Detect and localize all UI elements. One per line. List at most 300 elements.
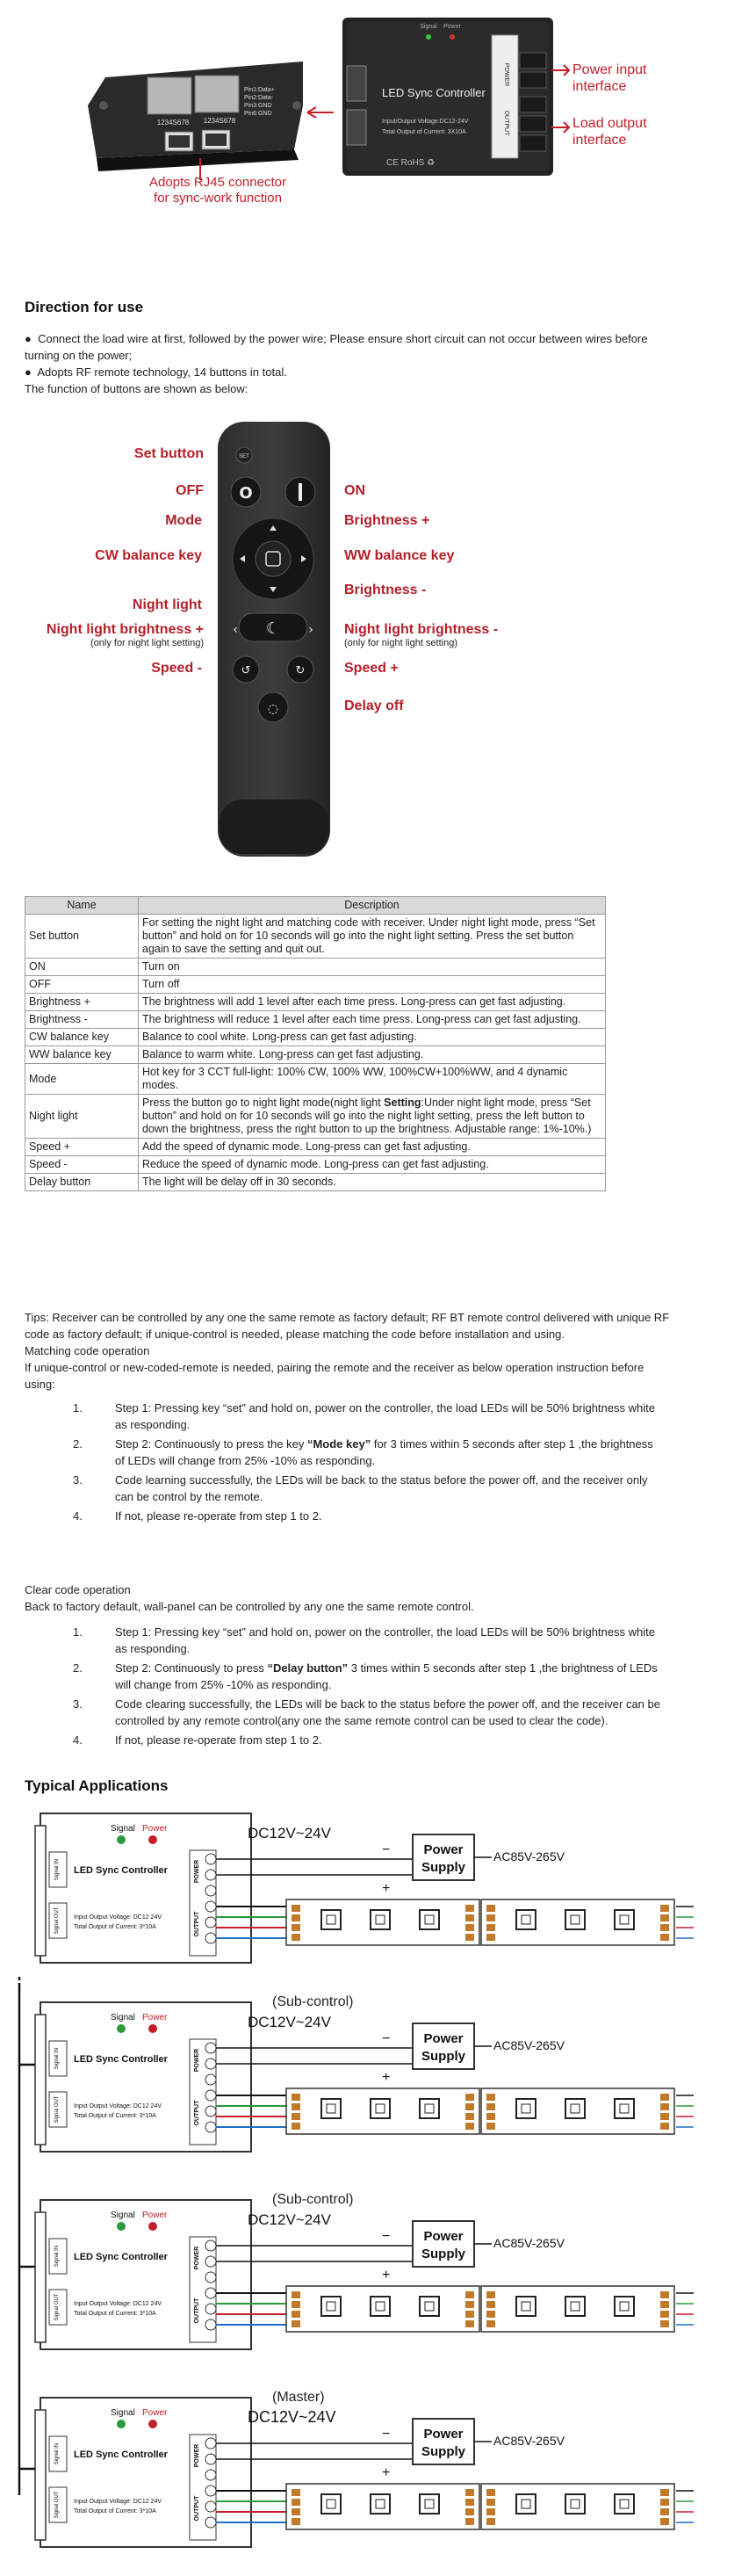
power-supply-label-1: Power: [423, 2031, 464, 2046]
strip-pad: [486, 2094, 495, 2101]
row-name: Set button: [25, 915, 139, 959]
strip-pad: [660, 2499, 669, 2506]
terminal-screw: [205, 2059, 216, 2069]
terminal-screw: [205, 2272, 216, 2283]
row-name: ON: [25, 959, 139, 976]
strip-pad: [465, 1924, 474, 1931]
led-chip-core: [376, 2302, 385, 2311]
load-callout-line2: interface: [572, 133, 627, 148]
step-text: [115, 1436, 663, 1469]
strip-pad: [292, 1934, 300, 1941]
strip-pad: [486, 2311, 495, 2318]
strip-pad: [465, 1934, 474, 1941]
step-number: 4.: [73, 1509, 83, 1523]
power-callout-line2: interface: [572, 79, 627, 94]
strip-pad: [486, 2291, 495, 2298]
led-chip-core: [376, 2104, 385, 2113]
clear-step-2-text-b: 3 times within 5 seconds after step 1 ,the brightness of LEDs will change from 25% -10% as responding.: [115, 1661, 658, 1691]
terminal-screw: [205, 2074, 216, 2085]
step-number: 2.: [73, 1661, 83, 1675]
led-chip-core: [327, 2302, 335, 2311]
strip-pad: [292, 2311, 300, 2318]
led-chip-core: [522, 1915, 530, 1924]
strip-pad: [486, 1924, 495, 1931]
controller-title: LED Sync Controller: [74, 2252, 168, 2262]
strip-pad: [660, 2113, 669, 2120]
row-desc: The light will be delay off in 30 seconds.: [139, 1174, 606, 1191]
led-chip-core: [571, 1915, 580, 1924]
controller-spec-voltage: Input Output Voltage: DC12 24V: [74, 1914, 162, 1921]
strip-pad: [660, 2489, 669, 2496]
terminal-screw: [205, 2256, 216, 2267]
terminal-screw: [205, 1870, 216, 1880]
step-2-text-a: Step 2: Continuously to press the key: [115, 1437, 307, 1451]
hero-power-label: Power: [443, 24, 461, 30]
strip-pad: [292, 2508, 300, 2515]
led-chip-core: [376, 1915, 385, 1924]
row-name: Speed +: [25, 1139, 139, 1156]
strip-pad: [660, 2123, 669, 2130]
table-row: [25, 1046, 606, 1064]
strip-pad: [660, 2301, 669, 2308]
row-desc: The brightness will add 1 level after each time press. Long-press can get fast adjusting.: [139, 994, 606, 1011]
terminal-screw: [205, 2106, 216, 2117]
strip-pad: [465, 2489, 474, 2496]
strip-pad: [465, 2094, 474, 2101]
power-supply-label-1: Power: [423, 1842, 464, 1857]
night-light-icon: ☾: [265, 619, 281, 638]
row-name: WW balance key: [25, 1046, 139, 1064]
signal-in-label: Signal IN: [54, 2245, 60, 2268]
load-callout-line1: Load output: [572, 116, 647, 131]
controller-outline: [40, 1813, 251, 1963]
strip-pad: [292, 2103, 300, 2110]
terminal-screw: [205, 2438, 216, 2449]
led-chip-core: [425, 2104, 434, 2113]
step-text: Step 1: Pressing key “set” and hold on, power on the controller, the load LEDs will be 50% brightness white as responding.: [115, 1625, 655, 1655]
sub-control-label-1: (Sub-control): [272, 1994, 354, 2009]
plus-sign: +: [382, 2268, 391, 2283]
label-night-plus-note: (only for night light setting): [90, 638, 204, 648]
table-row: [25, 976, 606, 994]
row-desc: [139, 1095, 606, 1139]
matching-step-4: [48, 1508, 663, 1524]
sub-control-label-2: (Sub-control): [272, 2192, 354, 2207]
terminal-screw: [205, 2288, 216, 2298]
power-supply-label-1: Power: [423, 2229, 464, 2244]
terminal-screw: [205, 2486, 216, 2496]
row-desc: Balance to cool white. Long-press can get fast adjusting.: [139, 1029, 606, 1046]
table-row: [25, 915, 606, 959]
signal-led: [117, 2420, 126, 2428]
dc-voltage-label: DC12V~24V: [248, 2014, 331, 2030]
clear-step-1: [48, 1624, 663, 1657]
led-chip-core: [522, 2500, 530, 2508]
strip-pad: [465, 2508, 474, 2515]
strip-pad: [660, 2508, 669, 2515]
led-chip-core: [522, 2104, 530, 2113]
row-desc: The brightness will reduce 1 level after each time press. Long-press can get fast adjusting.: [139, 1011, 606, 1029]
rj45-device: [88, 62, 303, 171]
matching-title: Matching code operation: [25, 1344, 150, 1357]
led-chip-core: [425, 2302, 434, 2311]
night-desc-1: Press the button go to night light mode(night light: [142, 1096, 385, 1109]
strip-pad: [292, 2518, 300, 2525]
strip-pad: [292, 1905, 300, 1912]
pin-info-2: Pin2:Data-: [244, 95, 274, 101]
led-chip-core: [571, 2302, 580, 2311]
strip-pad: [465, 2103, 474, 2110]
strip-pad: [465, 2301, 474, 2308]
terminal-output-label: OUTPUT: [194, 1911, 200, 1937]
strip-pad: [292, 2489, 300, 2496]
speed-minus-icon: ↺: [241, 664, 251, 677]
step-text: [115, 1660, 663, 1693]
table-header-row: [25, 897, 606, 915]
svg-text:‹: ‹: [233, 623, 238, 637]
signal-led: [117, 2024, 126, 2033]
strip-pad: [292, 1924, 300, 1931]
terminal-power-label: POWER: [194, 2246, 200, 2270]
sync-controller-device: [342, 18, 553, 176]
strip-pad: [465, 2311, 474, 2318]
clear-step-2-text-a: Step 2: Continuously to press: [115, 1661, 268, 1675]
step-text: Code clearing successfully, the LEDs will be back to the status before the power off, and the receiver can be controlled by any remote control(any one the same remote control can be used to clear the code).: [115, 1697, 660, 1727]
label-cw-balance: CW balance key: [95, 548, 202, 563]
set-button-glyph: SET: [239, 454, 249, 459]
led-chip-core: [620, 2302, 629, 2311]
mount-tab: [35, 2212, 46, 2342]
power-supply-label-2: Supply: [421, 2444, 466, 2459]
led-chip-core: [620, 1915, 629, 1924]
hero-rated-voltage: Input/Output Voltage:DC12-24V: [382, 119, 469, 125]
strip-pad: [660, 2518, 669, 2525]
power-supply-label-2: Supply: [421, 2247, 466, 2261]
terminal-screw: [205, 2319, 216, 2330]
clear-step-4: [48, 1732, 663, 1748]
signal-led: [117, 1835, 126, 1844]
svg-text:›: ›: [308, 623, 313, 637]
led-chip-core: [571, 2500, 580, 2508]
table-row: [25, 1174, 606, 1191]
plus-sign: +: [382, 1881, 391, 1896]
dc-voltage-label: DC12V~24V: [248, 2211, 331, 2228]
controller-spec-current: Total Output of Current: 3*10A: [74, 2508, 156, 2514]
label-off: OFF: [176, 483, 204, 498]
step-number: 1.: [73, 1401, 83, 1415]
label-night-minus-note: (only for night light setting): [344, 638, 458, 648]
signal-out-label: Signal OUT: [54, 2491, 60, 2519]
signal-in-label: Signal IN: [54, 1858, 60, 1881]
dc-voltage-label: DC12V~24V: [248, 1825, 331, 1842]
strip-pad: [660, 1934, 669, 1941]
row-desc: Turn off: [139, 976, 606, 994]
terminal-screw: [205, 1917, 216, 1928]
strip-pad: [292, 1914, 300, 1921]
label-mode: Mode: [165, 513, 202, 528]
pin-info-1: Pin1:Data+: [244, 87, 275, 93]
label-set-button: Set button: [133, 446, 204, 461]
terminal-screw: [205, 1885, 216, 1896]
row-name: Delay button: [25, 1174, 139, 1191]
port-label-b: 1234S678: [203, 117, 236, 125]
table-row: [25, 1029, 606, 1046]
led-chip-core: [327, 1915, 335, 1924]
led-chip-core: [620, 2500, 629, 2508]
col-name: Name: [25, 897, 139, 915]
minus-sign: −: [382, 2031, 391, 2046]
ac-voltage-label: AC85V-265V: [493, 2038, 565, 2052]
label-on: ON: [344, 483, 365, 498]
terminal-power-label: POWER: [194, 2048, 200, 2073]
rj45-callout-line1: Adopts RJ45 connector: [149, 175, 286, 190]
led-chip-core: [571, 2104, 580, 2113]
minus-sign: −: [382, 2427, 391, 2442]
matching-steps: [48, 1400, 663, 1527]
led-chip-core: [522, 2302, 530, 2311]
row-name: OFF: [25, 976, 139, 994]
label-delay-off: Delay off: [344, 698, 404, 713]
hero-signal-label: Signal: [420, 24, 437, 30]
speed-plus-icon: ↻: [295, 664, 306, 677]
label-night-minus-text: Night light brightness -: [344, 622, 499, 637]
power-supply-label-2: Supply: [421, 1860, 466, 1875]
matching-step-3: [48, 1472, 663, 1505]
rj45-callout-line2: for sync-work function: [154, 191, 282, 206]
clear-title: Clear code operation: [25, 1583, 131, 1596]
step-text: Code learning successfully, the LEDs will be back to the status before the power off, and the receiver only can be control by the remote.: [115, 1473, 648, 1503]
table-row-night-light: [25, 1095, 606, 1139]
strip-pad: [486, 2113, 495, 2120]
strip-pad: [292, 2291, 300, 2298]
step-number: 1.: [73, 1625, 83, 1639]
terminal-screw: [205, 1854, 216, 1864]
controller-title: LED Sync Controller: [74, 1865, 168, 1876]
signal-in-label: Signal IN: [54, 2442, 60, 2465]
row-name: CW balance key: [25, 1029, 139, 1046]
controller-outline: [40, 2398, 251, 2547]
table-row: [25, 1139, 606, 1156]
table-row: [25, 994, 606, 1011]
terminal-screw: [205, 2240, 216, 2251]
off-icon: O: [239, 484, 253, 503]
applications-diagram: [0, 1801, 756, 2574]
controller-signal-label: Signal: [111, 2211, 135, 2220]
terminal-screw: [205, 2043, 216, 2053]
terminal-screw: [205, 2090, 216, 2101]
night-desc-bold: Setting: [384, 1096, 421, 1109]
step-number: 4.: [73, 1733, 83, 1747]
strip-pad: [465, 2320, 474, 2327]
night-desc-2: :Under night light mode, press “Set button” and hold on for 10 seconds will go into the night light setting, press the left button to down the brightness, press the right button to up the brightness. Adjustable range: 1%-10%.): [142, 1096, 592, 1135]
terminal-output-label: OUTPUT: [194, 2495, 200, 2522]
led-chip-core: [425, 1915, 434, 1924]
controller-spec-voltage: Input Output Voltage: DC12 24V: [74, 2103, 162, 2109]
table-row: [25, 1064, 606, 1095]
strip-pad: [292, 2320, 300, 2327]
strip-pad: [465, 1914, 474, 1921]
power-led: [148, 1835, 157, 1844]
terminal-output-label: OUTPUT: [194, 2297, 200, 2324]
matching-step-2: [48, 1436, 663, 1469]
strip-pad: [486, 2499, 495, 2506]
delay-off-icon: ◌: [267, 702, 279, 716]
hero-device-title: LED Sync Controller: [382, 86, 486, 99]
controller-power-label: Power: [142, 1824, 168, 1834]
strip-pad: [292, 2301, 300, 2308]
step-number: 3.: [73, 1697, 83, 1711]
strip-pad: [486, 1914, 495, 1921]
strip-pad: [486, 2518, 495, 2525]
pin-info-4: Pin6:GND: [244, 111, 272, 117]
terminal-screw: [205, 2304, 216, 2314]
row-desc: Reduce the speed of dynamic mode. Long-press can get fast adjusting.: [139, 1156, 606, 1174]
strip-pad: [292, 2113, 300, 2120]
strip-pad: [486, 2301, 495, 2308]
terminal-screw: [205, 2122, 216, 2132]
power-callout-line1: Power input: [572, 62, 647, 77]
hero-illustration: [0, 0, 756, 264]
row-desc: Hot key for 3 CCT full-light: 100% CW, 100% WW, 100%CW+100%WW, and 4 dynamic modes.: [139, 1064, 606, 1095]
step-2-key: “Mode key”: [306, 1437, 371, 1451]
strip-pad: [292, 2123, 300, 2130]
ac-voltage-label: AC85V-265V: [493, 2236, 565, 2250]
terminal-power-label: POWER: [194, 2443, 200, 2468]
terminal-screw: [205, 2501, 216, 2512]
on-icon: [299, 483, 302, 501]
controller-power-label: Power: [142, 2013, 168, 2022]
minus-sign: −: [382, 1842, 391, 1857]
controller-power-label: Power: [142, 2408, 168, 2418]
col-desc: Description: [139, 897, 606, 915]
clear-steps: [48, 1624, 663, 1751]
table-row: [25, 1011, 606, 1029]
label-night-plus-text: Night light brightness +: [46, 622, 204, 637]
power-led: [148, 2024, 157, 2033]
row-desc: Add the speed of dynamic mode. Long-press can get fast adjusting.: [139, 1139, 606, 1156]
mount-tab: [35, 2015, 46, 2145]
label-ww-balance: WW balance key: [344, 548, 455, 563]
strip-pad: [660, 1905, 669, 1912]
controller-power-label: Power: [142, 2211, 168, 2220]
tips-line: Tips: Receiver can be controlled by any one the same remote as factory default; RF BT remote control delivered with unique RF code as factory default; if unique-control is needed, please matching the code before installation and using.: [25, 1311, 670, 1341]
signal-out-label: Signal OUT: [54, 1907, 60, 1935]
controller-spec-current: Total Output of Current: 3*10A: [74, 1924, 156, 1930]
strip-pad: [660, 1924, 669, 1931]
table-row: [25, 959, 606, 976]
controller-spec-current: Total Output of Current: 3*10A: [74, 2113, 156, 2119]
strip-pad: [660, 2094, 669, 2101]
plus-sign: +: [382, 2465, 391, 2480]
terminal-output-label: OUTPUT: [194, 2100, 200, 2126]
strip-pad: [465, 1905, 474, 1912]
direction-intro: The function of buttons are shown as below:: [25, 382, 248, 395]
direction-heading: Direction for use: [25, 299, 144, 315]
clear-step-3: [48, 1696, 663, 1729]
power-led: [148, 2420, 157, 2428]
clear-step-2-key: “Delay button”: [267, 1661, 349, 1675]
signal-out-label: Signal OUT: [54, 2095, 60, 2124]
strip-pad: [465, 2499, 474, 2506]
strip-pad: [292, 2094, 300, 2101]
strip-pad: [486, 2103, 495, 2110]
strip-pad: [486, 2123, 495, 2130]
strip-pad: [486, 2489, 495, 2496]
step-2-text-b: for 3 times within 5 seconds after step 1 ,the brightness of LEDs will change from 25% -10% as responding.: [115, 1437, 653, 1467]
controller-signal-label: Signal: [111, 1824, 135, 1834]
step-text: If not, please re-operate from step 1 to 2.: [115, 1509, 322, 1523]
master-label: (Master): [272, 2390, 325, 2405]
label-brightness-minus: Brightness -: [344, 582, 427, 597]
clear-intro: Back to factory default, wall-panel can be controlled by any one the same remote control.: [25, 1600, 474, 1613]
dc-voltage-label: DC12V~24V: [248, 2408, 336, 2426]
row-desc: For setting the night light and matching code with receiver. Under night light mode, press “Set button” and hold on for 10 seconds will go into the night light setting. Press the set button again to save the setting and quit out.: [139, 915, 606, 959]
strip-pad: [660, 2291, 669, 2298]
row-name: Brightness -: [25, 1011, 139, 1029]
terminal-power-label: POWER: [194, 1859, 200, 1884]
step-number: 2.: [73, 1437, 83, 1451]
plus-sign: +: [382, 2070, 391, 2085]
strip-pad: [660, 2103, 669, 2110]
strip-pad: [660, 2320, 669, 2327]
row-name: Brightness +: [25, 994, 139, 1011]
controller-title: LED Sync Controller: [74, 2054, 168, 2065]
strip-pad: [465, 2291, 474, 2298]
strip-pad: [486, 2508, 495, 2515]
step-text: Step 1: Pressing key “set” and hold on, power on the controller, the load LEDs will be 50% brightness white as responding.: [115, 1401, 655, 1431]
led-chip-core: [327, 2104, 335, 2113]
matching-intro: If unique-control or new-coded-remote is needed, pairing the remote and the receiver as below operation instruction before using:: [25, 1361, 644, 1391]
step-text: If not, please re-operate from step 1 to 2.: [115, 1733, 322, 1747]
led-chip-core: [425, 2500, 434, 2508]
terminal-screw: [205, 2454, 216, 2464]
apps-heading: Typical Applications: [25, 1777, 169, 1794]
direction-bullet-2-text: Adopts RF remote technology, 14 buttons in total.: [37, 365, 287, 379]
strip-pad: [660, 1914, 669, 1921]
led-chip-core: [327, 2500, 335, 2508]
strip-pad: [486, 1905, 495, 1912]
direction-bullet-1: ● Connect the load wire at first, followed by the power wire; Please ensure short circuit can not occur between wires before turning on the power;: [25, 332, 648, 362]
controller-signal-label: Signal: [111, 2408, 135, 2418]
pin-info-3: Pin3:GND: [244, 103, 272, 109]
controller-spec-voltage: Input Output Voltage: DC12 24V: [74, 2301, 162, 2307]
row-desc: Turn on: [139, 959, 606, 976]
strip-pad: [660, 2311, 669, 2318]
signal-out-label: Signal OUT: [54, 2293, 60, 2321]
signal-in-label: Signal IN: [54, 2047, 60, 2070]
ac-voltage-label: AC85V-265V: [493, 1849, 565, 1863]
led-chip-core: [376, 2500, 385, 2508]
signal-led: [117, 2222, 126, 2231]
row-name: Night light: [25, 1095, 139, 1139]
hero-rated-current: Total Output of Current: 3X10A: [382, 129, 466, 135]
terminal-screw: [205, 1933, 216, 1943]
row-name: Speed -: [25, 1156, 139, 1174]
power-supply-label-1: Power: [423, 2427, 464, 2442]
controller-outline: [40, 2002, 251, 2152]
terminal-screw: [205, 2517, 216, 2528]
controller-spec-voltage: Input Output Voltage: DC12 24V: [74, 2499, 162, 2505]
strip-pad: [465, 2113, 474, 2120]
direction-bullet-1-text: Connect the load wire at first, followed by the power wire; Please ensure short circuit can not occur between wires before turning on the power;: [25, 332, 648, 362]
strip-pad: [465, 2518, 474, 2525]
power-led: [148, 2222, 157, 2231]
step-number: 3.: [73, 1473, 83, 1487]
clear-step-2: [48, 1660, 663, 1693]
row-name: Mode: [25, 1064, 139, 1095]
controller-title: LED Sync Controller: [74, 2449, 168, 2460]
table-row: [25, 1156, 606, 1174]
